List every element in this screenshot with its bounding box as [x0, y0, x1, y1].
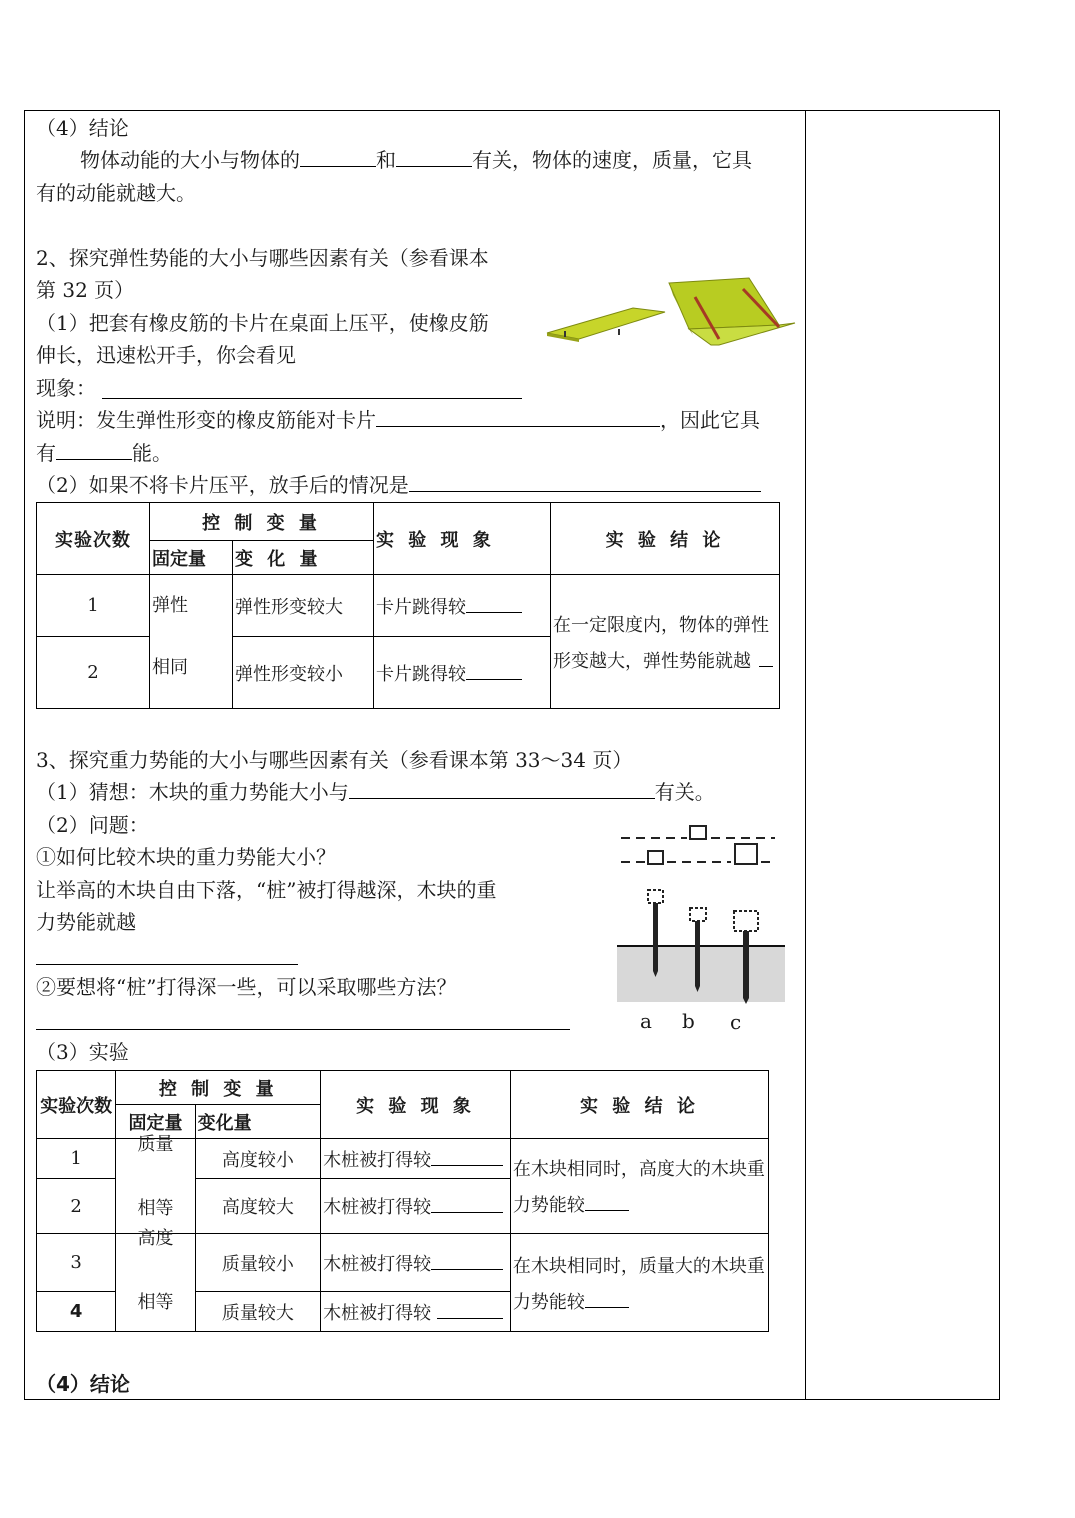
header-variable: 变 化 量	[233, 541, 374, 575]
header-conclusion: 实 验 结 论	[551, 503, 780, 575]
fixed-quantity: 质量 相等	[116, 1139, 195, 1234]
header-count: 实验次数	[37, 1071, 116, 1139]
conclusion-cell: 在一定限度内，物体的弹性 形变越大，弹性势能就越	[551, 575, 780, 709]
fill-blank[interactable]	[437, 1302, 503, 1319]
section2-title-1: 2、探究弹性势能的大小与哪些因素有关（参看课本	[36, 246, 489, 270]
energy-line: 有 能。	[36, 441, 172, 465]
fill-blank[interactable]	[466, 596, 522, 613]
conclusion-line-1: 物体动能的大小与物体的 和 有关，物体的速度，质量，它具	[80, 148, 752, 172]
header-variable: 变化量	[195, 1105, 321, 1139]
row-number: 1	[37, 1139, 116, 1179]
conclusion-line-2: 有的动能就越大。	[36, 181, 196, 205]
fixed-quantity: 弹性 相同	[150, 575, 233, 709]
section3-title: 3、探究重力势能的大小与哪些因素有关（参看课本第 33～34 页）	[36, 748, 633, 772]
section2-title-2: 第 32 页）	[36, 278, 135, 302]
variable-cell: 弹性形变较大	[233, 575, 374, 637]
header-control: 控 制 变 量	[116, 1071, 321, 1105]
fill-blank[interactable]	[409, 473, 761, 492]
answer-line[interactable]	[102, 398, 522, 399]
section2-step1-a: （1）把套有橡皮筋的卡片在桌面上压平，使橡皮筋	[36, 311, 489, 335]
elastic-table	[36, 502, 780, 709]
fill-blank[interactable]	[431, 1149, 503, 1166]
gravity-table	[36, 1070, 769, 1332]
conclusion-cell: 在木块相同时，高度大的木块重 力势能较	[510, 1139, 768, 1234]
question-2: ②要想将“桩”打得深一些，可以采取哪些方法？	[36, 975, 457, 999]
phenomenon-cell: 木桩被打得较	[321, 1139, 511, 1179]
fill-blank[interactable]	[376, 408, 660, 427]
section2-step2: （2）如果不将卡片压平，放手后的情况是	[36, 473, 761, 497]
answer-line[interactable]	[36, 964, 298, 965]
question-1: ①如何比较木块的重力势能大小？	[36, 845, 336, 869]
row-number: 2	[37, 1179, 116, 1234]
row-number: 2	[37, 637, 150, 709]
phenomenon-cell: 木桩被打得较	[321, 1234, 511, 1292]
variable-cell: 质量较大	[195, 1292, 321, 1332]
variable-cell: 质量较小	[195, 1234, 321, 1292]
guess-line: （1）猜想：木块的重力势能大小与 有关。	[36, 780, 715, 804]
answer-line[interactable]	[36, 1029, 570, 1030]
column-divider	[805, 110, 806, 1400]
fill-blank[interactable]	[56, 441, 132, 460]
fill-blank[interactable]	[396, 148, 472, 167]
question-1-answer-a: 让举高的木块自由下落，“桩”被打得越深，木块的重	[36, 878, 497, 902]
conclusion-cell: 在木块相同时，质量大的木块重 力势能较	[510, 1234, 768, 1332]
label-a: a	[640, 1009, 652, 1033]
fixed-quantity: 高度 相等	[116, 1234, 195, 1332]
header-fixed: 固定量	[150, 541, 233, 575]
fill-blank[interactable]	[759, 650, 773, 667]
label-c: c	[730, 1010, 742, 1034]
experiment-heading: （3）实验	[36, 1040, 129, 1064]
conclusion-heading: （4）结论	[36, 116, 129, 140]
variable-cell: 高度较大	[195, 1179, 321, 1234]
variable-cell: 高度较小	[195, 1139, 321, 1179]
row-number: 3	[37, 1234, 116, 1292]
row-number: 4	[37, 1292, 116, 1332]
header-phenomenon: 实 验 现 象	[321, 1071, 511, 1139]
fill-blank[interactable]	[585, 1291, 629, 1308]
stake-illustration	[615, 822, 790, 1007]
question-heading: （2）问题：	[36, 813, 149, 837]
fill-blank[interactable]	[349, 780, 655, 799]
phenomenon-label: 现象：	[36, 376, 96, 400]
fill-blank[interactable]	[431, 1196, 503, 1213]
fill-blank[interactable]	[466, 663, 522, 680]
fill-blank[interactable]	[431, 1253, 503, 1270]
header-control: 控 制 变 量	[150, 503, 374, 541]
row-number: 1	[37, 575, 150, 637]
final-conclusion-heading: （4）结论	[36, 1372, 130, 1396]
header-count: 实验次数	[37, 503, 150, 575]
label-b: b	[682, 1009, 695, 1033]
phenomenon-cell: 木桩被打得较	[321, 1179, 511, 1234]
explanation-line: 说明：发生弹性形变的橡皮筋能对卡片 ，因此它具	[36, 408, 760, 432]
variable-cell: 弹性形变较小	[233, 637, 374, 709]
phenomenon-cell: 卡片跳得较	[374, 575, 551, 637]
phenomenon-cell: 卡片跳得较	[374, 637, 551, 709]
fill-blank[interactable]	[585, 1194, 629, 1211]
question-1-answer-b: 力势能就越	[36, 910, 136, 934]
fill-blank[interactable]	[300, 148, 376, 167]
header-phenomenon: 实 验 现 象	[374, 503, 551, 575]
header-conclusion: 实 验 结 论	[510, 1071, 768, 1139]
phenomenon-cell: 木桩被打得较	[321, 1292, 511, 1332]
header-fixed: 固定量	[116, 1105, 195, 1139]
section2-step1-b: 伸长，迅速松开手，你会看见	[36, 343, 296, 367]
card-illustration	[543, 275, 803, 355]
